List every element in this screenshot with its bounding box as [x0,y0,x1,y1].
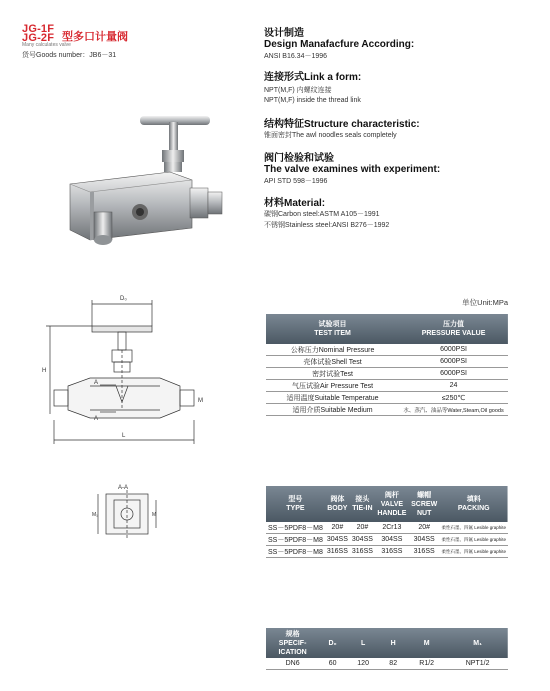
table-cell: 公称压力Nominal Pressure [266,344,399,356]
table-cell: 20# [409,522,440,534]
table-cell: 304SS [350,534,375,546]
material-stainless: 不锈钢Stainless steel:ANSI B276－1992 [264,222,390,229]
table-cell [439,522,508,534]
header-en: TYPE [286,505,305,512]
header-cn: 填料 [466,496,481,503]
material-table [266,486,508,558]
table-cell: 2Cr13 [375,522,409,534]
design-value: ANSI B16.34－1996 [264,53,328,60]
design-en: Design Manafacfure According: [264,39,415,50]
table-cell: R1/2 [406,658,447,670]
pressure-col2-header [399,314,508,344]
table-row [266,404,508,416]
dim-m: M [198,398,203,404]
table-cell: 316SS [350,546,375,558]
table-cell [439,546,508,558]
table-cell: 适用介质Suitable Medium [266,404,399,416]
pressure-table [266,314,508,416]
col2-cn: 压力值 [443,321,465,328]
col1-cn: 试验项目 [318,321,347,328]
spec-header-en: SPECIF-ICATION [278,639,307,656]
valve-photo [60,88,240,266]
section-label: A-A [118,485,129,491]
table-cell: DN6 [266,658,319,670]
section-m: M [152,512,157,518]
exam-en: The valve examines with experiment: [264,164,441,175]
header-cn: 螺帽 [417,491,432,499]
table-row [266,534,508,546]
packing-header [439,486,508,522]
table-cell: 120 [346,658,380,670]
table-cell: 20# [325,522,350,534]
link-heading: 连接形式Link a form: [264,72,362,83]
structure-heading: 结构特征Structure characteristic: [264,119,420,130]
spec-header-cn: 规格 [285,630,300,638]
table-row [266,546,508,558]
exam-cn: 阀门检验和试验 [264,153,334,164]
table-row [266,392,508,404]
pressure-col1-header [266,314,399,344]
table-cell: ≤250℃ [399,392,508,404]
packing-text: 柔性石墨、四氟 Lesible graphite [441,537,506,542]
header-en: TIE-IN [352,505,373,512]
table-cell: 水、蒸汽、油品等Water,Steam,Oil goods [399,404,508,416]
col-m: M [423,639,430,647]
table-cell: 20# [350,522,375,534]
tiein-header [350,486,375,522]
table-cell: 82 [380,658,406,670]
header-en: BODY [327,505,348,512]
table-cell: 304SS [375,534,409,546]
header-cn: 型号 [288,496,303,503]
table-row [266,380,508,392]
model-code-1f: JG-1F [22,23,55,35]
col-h: H [390,639,396,647]
col2-en: PRESSURE VALUE [421,330,486,337]
header-cn: 阀杆 [384,491,399,499]
specification-table [266,628,508,670]
handle-header [375,486,409,522]
packing-text: 柔性石墨、四氟 Lesible graphite [441,549,506,554]
table-cell: 密封试验Test [266,368,399,380]
header-cn: 接头 [355,496,370,503]
exam-value: API STD 598－1996 [264,178,328,185]
dim-h: H [42,368,47,374]
table-cell: SS－5PDF8－M8 [266,534,325,546]
dim-d0: D₀ [120,296,127,302]
table-cell: 316SS [325,546,350,558]
section-m1: M₁ [92,512,98,518]
design-cn: 设计制造 [264,28,304,39]
structure-value: 锥面密封The awl noodles seals completely [264,132,397,139]
table-cell: SS－5PDF8－M8 [266,522,325,534]
col-m1: M₁ [473,639,482,647]
col-l: L [360,639,366,647]
dim-a-top: A [94,380,99,386]
table-cell: 316SS [409,546,440,558]
table-cell: 壳体试验Shell Test [266,356,399,368]
model-code-2f: JG-2F [22,32,55,44]
body-header [325,486,350,522]
goods-number: 货号Goods number：JB6－31 [22,52,117,59]
product-subtitle: Many calculates valve [22,42,71,48]
header-en: PACKING [457,505,490,512]
col1-en: TEST ITEM [314,330,351,337]
table-cell: 304SS [409,534,440,546]
table-cell [439,534,508,546]
dim-l: L [122,433,126,439]
valve-drawing [40,290,220,450]
table-cell: 304SS [325,534,350,546]
table-row [266,356,508,368]
table-cell: 24 [399,380,508,392]
dim-a-bottom: A [94,416,99,422]
spec-header [266,628,319,658]
link-value-cn: NPT(M,F) 内螺纹连接 [264,87,332,94]
type-header [266,486,325,522]
packing-text: 柔性石墨、四氟 Lesible graphite [441,525,506,530]
unit-label: 单位Unit:MPa [462,298,508,307]
material-heading: 材料Material: [264,198,326,209]
header-cn: 阀体 [330,496,345,503]
product-title: 型多口计量阀 [62,31,128,43]
link-value-en: NPT(M,F) inside the thread link [264,97,361,104]
table-cell: 6000PSI [399,368,508,380]
material-carbon: 碳钢Carbon steel:ASTM A105－1991 [264,211,380,218]
table-cell: 60 [319,658,346,670]
table-cell: NPT1/2 [447,658,508,670]
table-row [266,658,508,670]
table-row [266,344,508,356]
table-cell: 316SS [375,546,409,558]
table-row [266,368,508,380]
table-cell: 适用温度Suitable Temperatue [266,392,399,404]
header-en: VALVE HANDLE [377,500,407,517]
section-drawing [92,482,162,542]
table-cell: SS－5PDF8－M8 [266,546,325,558]
table-cell: 6000PSI [399,356,508,368]
table-cell: 气压试验Air Pressure Test [266,380,399,392]
col-d0: D₀ [328,639,337,647]
table-row [266,522,508,534]
table-cell: 6000PSI [399,344,508,356]
nut-header [409,486,440,522]
header-en: SCREW NUT [411,500,438,517]
